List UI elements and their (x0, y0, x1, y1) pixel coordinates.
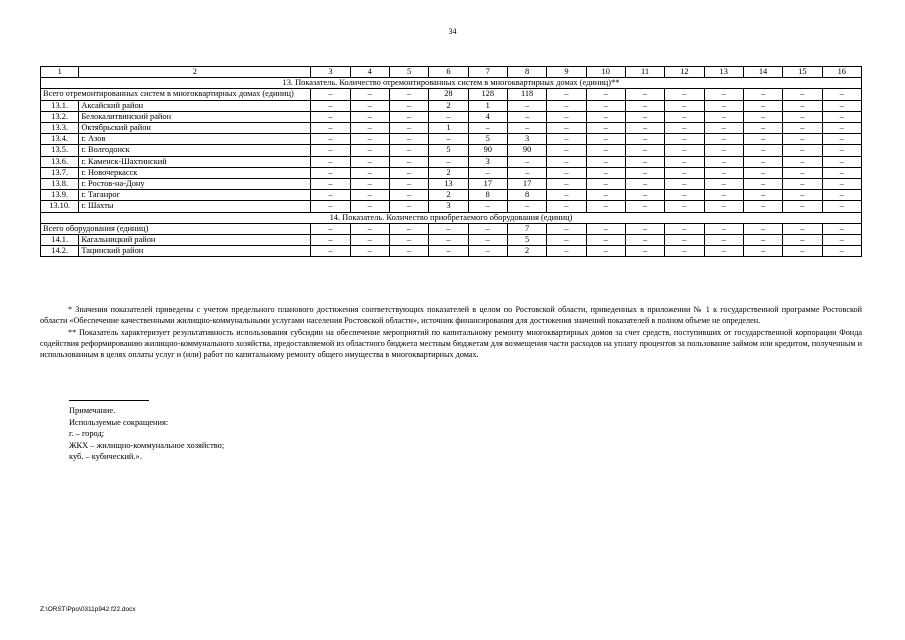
row-name: г. Шахты (79, 201, 311, 212)
table-row (41, 111, 862, 122)
indicators-table (40, 66, 862, 257)
column-number-header: 1 (41, 67, 79, 78)
value-cell: 7 (507, 223, 546, 234)
row-name: Октябрьский район (79, 123, 311, 134)
value-cell: – (586, 100, 625, 111)
value-cell: – (547, 156, 586, 167)
value-cell: – (665, 201, 704, 212)
value-cell: 28 (429, 89, 468, 100)
value-cell: – (625, 134, 664, 145)
value-cell: – (743, 145, 782, 156)
value-cell: – (743, 223, 782, 234)
value-cell: – (783, 134, 822, 145)
value-cell: – (429, 156, 468, 167)
table-row (41, 190, 862, 201)
value-cell: – (586, 201, 625, 212)
value-cell: – (468, 167, 507, 178)
column-number-header: 13 (704, 67, 743, 78)
value-cell: – (468, 123, 507, 134)
row-name: г. Новочеркасск (79, 167, 311, 178)
table-row (41, 246, 862, 257)
row-name: Белокалитвинский район (79, 111, 311, 122)
value-cell: – (783, 89, 822, 100)
value-cell: – (389, 179, 428, 190)
value-cell: – (783, 201, 822, 212)
value-cell: – (507, 111, 546, 122)
value-cell: – (429, 134, 468, 145)
row-name: Тацинский район (79, 246, 311, 257)
value-cell: – (586, 179, 625, 190)
value-cell: – (586, 246, 625, 257)
value-cell: – (743, 201, 782, 212)
value-cell: – (704, 100, 743, 111)
value-cell: – (547, 167, 586, 178)
value-cell: – (783, 100, 822, 111)
value-cell: – (743, 156, 782, 167)
column-number-header: 8 (507, 67, 546, 78)
table-row (41, 145, 862, 156)
value-cell: 3 (507, 134, 546, 145)
value-cell: – (783, 156, 822, 167)
value-cell: – (547, 190, 586, 201)
value-cell: – (625, 179, 664, 190)
value-cell: – (468, 246, 507, 257)
value-cell: – (311, 123, 350, 134)
value-cell: – (311, 201, 350, 212)
value-cell: – (783, 111, 822, 122)
value-cell: – (783, 179, 822, 190)
column-number-header: 11 (625, 67, 664, 78)
value-cell: – (783, 235, 822, 246)
value-cell: – (547, 201, 586, 212)
value-cell: 17 (468, 179, 507, 190)
value-cell: – (547, 89, 586, 100)
value-cell: – (625, 246, 664, 257)
row-name: г. Таганрог (79, 190, 311, 201)
value-cell: – (350, 167, 389, 178)
value-cell: – (822, 246, 861, 257)
value-cell: – (507, 100, 546, 111)
value-cell: – (429, 246, 468, 257)
row-name: Аксайский район (79, 100, 311, 111)
value-cell: – (704, 89, 743, 100)
row-number: 14.2. (41, 246, 79, 257)
value-cell: – (625, 100, 664, 111)
value-cell: – (743, 100, 782, 111)
value-cell: – (586, 111, 625, 122)
value-cell: – (665, 123, 704, 134)
value-cell: – (350, 123, 389, 134)
column-number-row (41, 67, 862, 78)
value-cell: – (743, 190, 782, 201)
value-cell: – (665, 111, 704, 122)
column-number-header: 9 (547, 67, 586, 78)
value-cell: – (665, 100, 704, 111)
value-cell: 13 (429, 179, 468, 190)
column-number-header: 14 (743, 67, 782, 78)
column-number-header: 3 (311, 67, 350, 78)
value-cell: – (704, 179, 743, 190)
value-cell: – (389, 156, 428, 167)
row-number: 14.1. (41, 235, 79, 246)
row-number: 13.9. (41, 190, 79, 201)
value-cell: – (625, 145, 664, 156)
value-cell: – (311, 89, 350, 100)
row-number: 13.10. (41, 201, 79, 212)
row-number: 13.8. (41, 179, 79, 190)
value-cell: – (822, 190, 861, 201)
column-number-header: 7 (468, 67, 507, 78)
value-cell: – (389, 223, 428, 234)
value-cell: – (389, 235, 428, 246)
value-cell: – (743, 134, 782, 145)
value-cell: – (665, 190, 704, 201)
value-cell: 5 (468, 134, 507, 145)
value-cell: – (389, 100, 428, 111)
value-cell: 8 (468, 190, 507, 201)
value-cell: – (311, 167, 350, 178)
row-name: г. Каменск-Шахтинский (79, 156, 311, 167)
column-number-header: 12 (665, 67, 704, 78)
value-cell: 90 (468, 145, 507, 156)
value-cell: – (547, 223, 586, 234)
footnote-1: * Значения показателей приведены с учетом предельного планового достижения соответствующих показателей в целом по Ростовской области, приведенных в приложении № 1 к государственной программе Ростовской области «Обеспечение качественными жилищно-коммунальными услугами населения Ростовской области», источник финансирования для достижения значений показателей в полном объеме не определен. (40, 305, 862, 325)
column-number-header: 16 (822, 67, 861, 78)
value-cell: – (704, 167, 743, 178)
value-cell: – (468, 235, 507, 246)
value-cell: – (704, 235, 743, 246)
table-row (41, 179, 862, 190)
value-cell: – (743, 167, 782, 178)
value-cell: – (547, 111, 586, 122)
value-cell: – (704, 123, 743, 134)
column-number-header: 5 (389, 67, 428, 78)
row-name: Всего отремонтированных систем в многоквартирных домах (единиц) (41, 89, 311, 100)
value-cell: 3 (429, 201, 468, 212)
abbreviations-title: Примечание. (69, 406, 116, 415)
value-cell: – (586, 190, 625, 201)
row-number: 13.6. (41, 156, 79, 167)
row-name: г. Азов (79, 134, 311, 145)
table-row (41, 156, 862, 167)
value-cell: – (507, 123, 546, 134)
value-cell: – (468, 201, 507, 212)
row-number: 13.1. (41, 100, 79, 111)
row-number: 13.4. (41, 134, 79, 145)
value-cell: – (665, 89, 704, 100)
table-row (41, 100, 862, 111)
value-cell: – (547, 100, 586, 111)
column-number-header: 15 (783, 67, 822, 78)
value-cell: – (625, 190, 664, 201)
value-cell: – (507, 201, 546, 212)
value-cell: 5 (429, 145, 468, 156)
table-row (41, 167, 862, 178)
value-cell: – (350, 145, 389, 156)
column-number-header: 6 (429, 67, 468, 78)
value-cell: 4 (468, 111, 507, 122)
value-cell: – (586, 145, 625, 156)
value-cell: – (311, 156, 350, 167)
value-cell: – (350, 223, 389, 234)
value-cell: – (507, 167, 546, 178)
value-cell: – (350, 179, 389, 190)
value-cell: – (783, 123, 822, 134)
value-cell: – (625, 223, 664, 234)
abbreviations-block (69, 405, 224, 463)
value-cell: – (350, 235, 389, 246)
value-cell: – (311, 190, 350, 201)
value-cell: – (350, 100, 389, 111)
row-name: Кагальницкий район (79, 235, 311, 246)
value-cell: 2 (429, 167, 468, 178)
value-cell: – (350, 246, 389, 257)
value-cell: – (625, 111, 664, 122)
section-title-row (41, 78, 862, 89)
value-cell: – (822, 111, 861, 122)
row-name: г. Волгодонск (79, 145, 311, 156)
value-cell: – (389, 190, 428, 201)
table-row (41, 223, 862, 234)
value-cell: 1 (429, 123, 468, 134)
column-number-header: 2 (79, 67, 311, 78)
value-cell: – (665, 156, 704, 167)
footnote-2: ** Показатель характеризует результативность использования субсидии на обеспечение мероприятий по капитальному ремонту многоквартирных домов за счет средств, поступивших от государственной корпорации Фонда содействия реформированию жилищно-коммунального хозяйства, предоставляемой из областного бюджета местным бюджетам для возмещения части расходов на уплату процентов за пользование займом или кредитом, полученным и использованным в целях оплаты услуг и (или) работ по капитальному ремонту общего имущества в многоквартирных домах. (40, 328, 862, 359)
row-number: 13.7. (41, 167, 79, 178)
value-cell: – (586, 134, 625, 145)
value-cell: – (389, 89, 428, 100)
value-cell: – (625, 235, 664, 246)
value-cell: 128 (468, 89, 507, 100)
value-cell: – (625, 123, 664, 134)
value-cell: – (665, 134, 704, 145)
value-cell: – (547, 134, 586, 145)
value-cell: – (429, 223, 468, 234)
value-cell: – (429, 235, 468, 246)
value-cell: – (783, 167, 822, 178)
row-name: Всего оборудования (единиц) (41, 223, 311, 234)
value-cell: – (547, 145, 586, 156)
value-cell: – (665, 246, 704, 257)
value-cell: – (350, 190, 389, 201)
abbreviation-item: г. – город; (69, 429, 105, 438)
row-number: 13.5. (41, 145, 79, 156)
file-path-footer: Z:\ORST\Ppo\0311p942.f22.docx (40, 606, 136, 613)
value-cell: – (704, 223, 743, 234)
value-cell: – (822, 179, 861, 190)
column-number-header: 4 (350, 67, 389, 78)
value-cell: – (704, 201, 743, 212)
value-cell: – (743, 111, 782, 122)
value-cell: – (822, 167, 861, 178)
value-cell: – (822, 123, 861, 134)
value-cell: – (547, 246, 586, 257)
separator-rule (69, 400, 149, 401)
value-cell: – (389, 123, 428, 134)
value-cell: – (389, 111, 428, 122)
abbreviations-intro: Используемые сокращения: (69, 417, 169, 427)
value-cell: – (311, 145, 350, 156)
abbreviation-item: куб. – кубический.». (69, 452, 142, 461)
value-cell: – (625, 89, 664, 100)
value-cell: – (507, 156, 546, 167)
row-number: 13.2. (41, 111, 79, 122)
column-number-header: 10 (586, 67, 625, 78)
value-cell: 1 (468, 100, 507, 111)
value-cell: – (350, 111, 389, 122)
footnotes (40, 304, 862, 361)
value-cell: – (389, 134, 428, 145)
value-cell: – (389, 167, 428, 178)
value-cell: – (311, 100, 350, 111)
value-cell: 2 (429, 190, 468, 201)
table-row (41, 235, 862, 246)
value-cell: – (743, 123, 782, 134)
value-cell: 3 (468, 156, 507, 167)
value-cell: – (704, 246, 743, 257)
value-cell: – (665, 223, 704, 234)
value-cell: – (311, 111, 350, 122)
value-cell: – (704, 134, 743, 145)
abbreviation-item: ЖКХ – жилищно-коммунальное хозяйство; (69, 440, 225, 450)
value-cell: – (311, 223, 350, 234)
value-cell: – (822, 201, 861, 212)
value-cell: – (311, 235, 350, 246)
value-cell: 8 (507, 190, 546, 201)
value-cell: – (665, 167, 704, 178)
row-number: 13.3. (41, 123, 79, 134)
value-cell: – (586, 156, 625, 167)
value-cell: – (625, 201, 664, 212)
value-cell: – (350, 156, 389, 167)
value-cell: 17 (507, 179, 546, 190)
page-number: 34 (448, 27, 457, 36)
value-cell: – (822, 89, 861, 100)
value-cell: – (350, 201, 389, 212)
value-cell: – (665, 179, 704, 190)
value-cell: – (468, 223, 507, 234)
value-cell: – (743, 89, 782, 100)
value-cell: – (350, 89, 389, 100)
value-cell: – (625, 167, 664, 178)
table-row (41, 89, 862, 100)
value-cell: – (586, 89, 625, 100)
value-cell: 5 (507, 235, 546, 246)
value-cell: – (586, 167, 625, 178)
value-cell: – (547, 179, 586, 190)
value-cell: – (704, 156, 743, 167)
value-cell: – (783, 190, 822, 201)
value-cell: – (311, 179, 350, 190)
value-cell: – (389, 246, 428, 257)
value-cell: – (547, 235, 586, 246)
table-row (41, 134, 862, 145)
table-row (41, 123, 862, 134)
value-cell: – (822, 223, 861, 234)
value-cell: – (586, 223, 625, 234)
value-cell: – (704, 111, 743, 122)
value-cell: – (389, 201, 428, 212)
value-cell: – (743, 235, 782, 246)
value-cell: – (822, 145, 861, 156)
value-cell: – (704, 145, 743, 156)
value-cell: – (783, 246, 822, 257)
value-cell: – (429, 111, 468, 122)
value-cell: – (547, 123, 586, 134)
value-cell: – (311, 246, 350, 257)
value-cell: 118 (507, 89, 546, 100)
value-cell: – (783, 223, 822, 234)
value-cell: – (350, 134, 389, 145)
section-title-row (41, 212, 862, 223)
value-cell: – (743, 179, 782, 190)
value-cell: – (743, 246, 782, 257)
value-cell: – (586, 123, 625, 134)
value-cell: 2 (507, 246, 546, 257)
value-cell: – (665, 235, 704, 246)
value-cell: – (822, 235, 861, 246)
row-name: г. Ростов-на-Дону (79, 179, 311, 190)
value-cell: – (665, 145, 704, 156)
value-cell: – (822, 134, 861, 145)
value-cell: – (311, 134, 350, 145)
value-cell: – (625, 156, 664, 167)
table-row (41, 201, 862, 212)
value-cell: – (704, 190, 743, 201)
value-cell: – (389, 145, 428, 156)
value-cell: 2 (429, 100, 468, 111)
value-cell: – (586, 235, 625, 246)
section-title: 13. Показатель. Количество отремонтированных систем в многоквартирных домах (единиц)** (41, 78, 862, 89)
value-cell: 90 (507, 145, 546, 156)
value-cell: – (822, 156, 861, 167)
value-cell: – (822, 100, 861, 111)
value-cell: – (783, 145, 822, 156)
section-title: 14. Показатель. Количество приобретаемого оборудования (единиц) (41, 212, 862, 223)
